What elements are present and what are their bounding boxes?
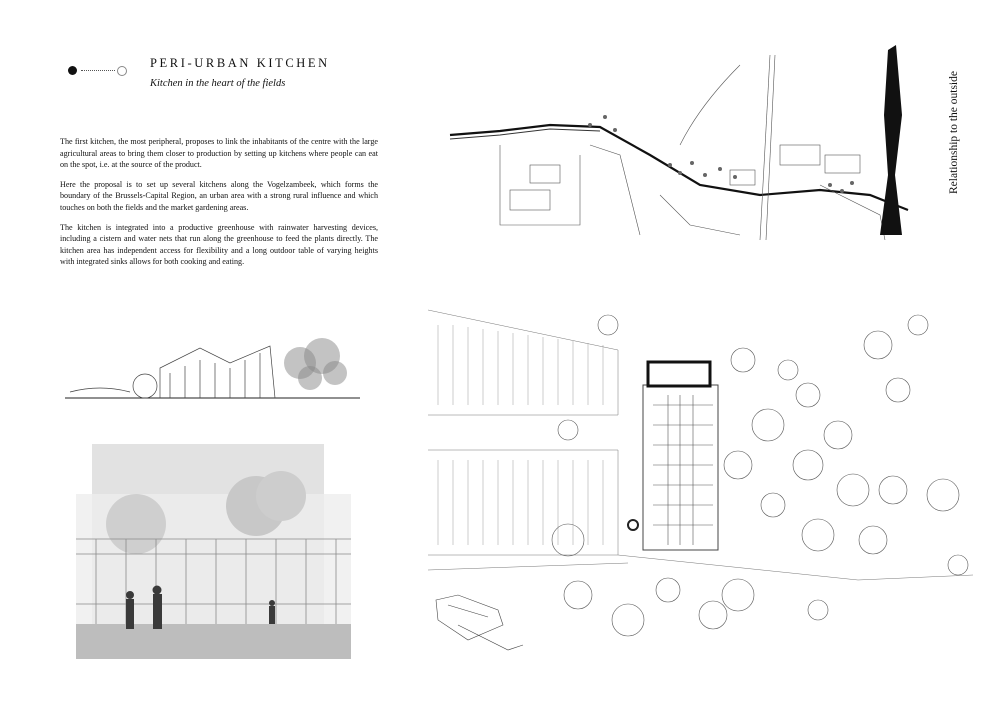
- description-text: [60, 136, 378, 276]
- description-paragraph: The kitchen is integrated into a productive greenhouse with rainwater harvesting devices, including a cistern and water nets that run along the greenhouse to feed the plants directly. The kitchen area has independent access for flexibility and a long outdoor table of varying heights with integrated sinks allows for both cooking and eating.: [60, 222, 378, 267]
- page-dot-inactive[interactable]: [117, 66, 127, 76]
- page-dot-active[interactable]: [68, 66, 77, 75]
- page-indicator: [68, 64, 128, 78]
- description-paragraph: The first kitchen, the most peripheral, proposes to link the inhabitants of the centre with the large agricultural areas to bring them closer to production by setting up kitchens where people can eat on the spot, i.e. at the source of the product.: [60, 137, 378, 170]
- side-label: [930, 60, 960, 200]
- page-title: PERI-URBAN KITCHEN: [150, 56, 330, 70]
- site-plan-drawing: [428, 305, 973, 660]
- page-dot-connector: [81, 70, 115, 71]
- greenhouse-perspective-render: [76, 444, 351, 659]
- site-map-drawing: [440, 45, 910, 240]
- description-paragraph: Here the proposal is to set up several kitchens along the Vogelzambeek, which forms the boundary of the Brussels-Capital Region, an urban area with a strong rural influence and which touches on both the fields and the market gardening areas.: [60, 179, 378, 212]
- page-subtitle: Kitchen in the heart of the fields: [150, 78, 286, 89]
- greenhouse-elevation-sketch: [60, 318, 360, 408]
- side-label-text: Relationship to the outside: [948, 71, 960, 194]
